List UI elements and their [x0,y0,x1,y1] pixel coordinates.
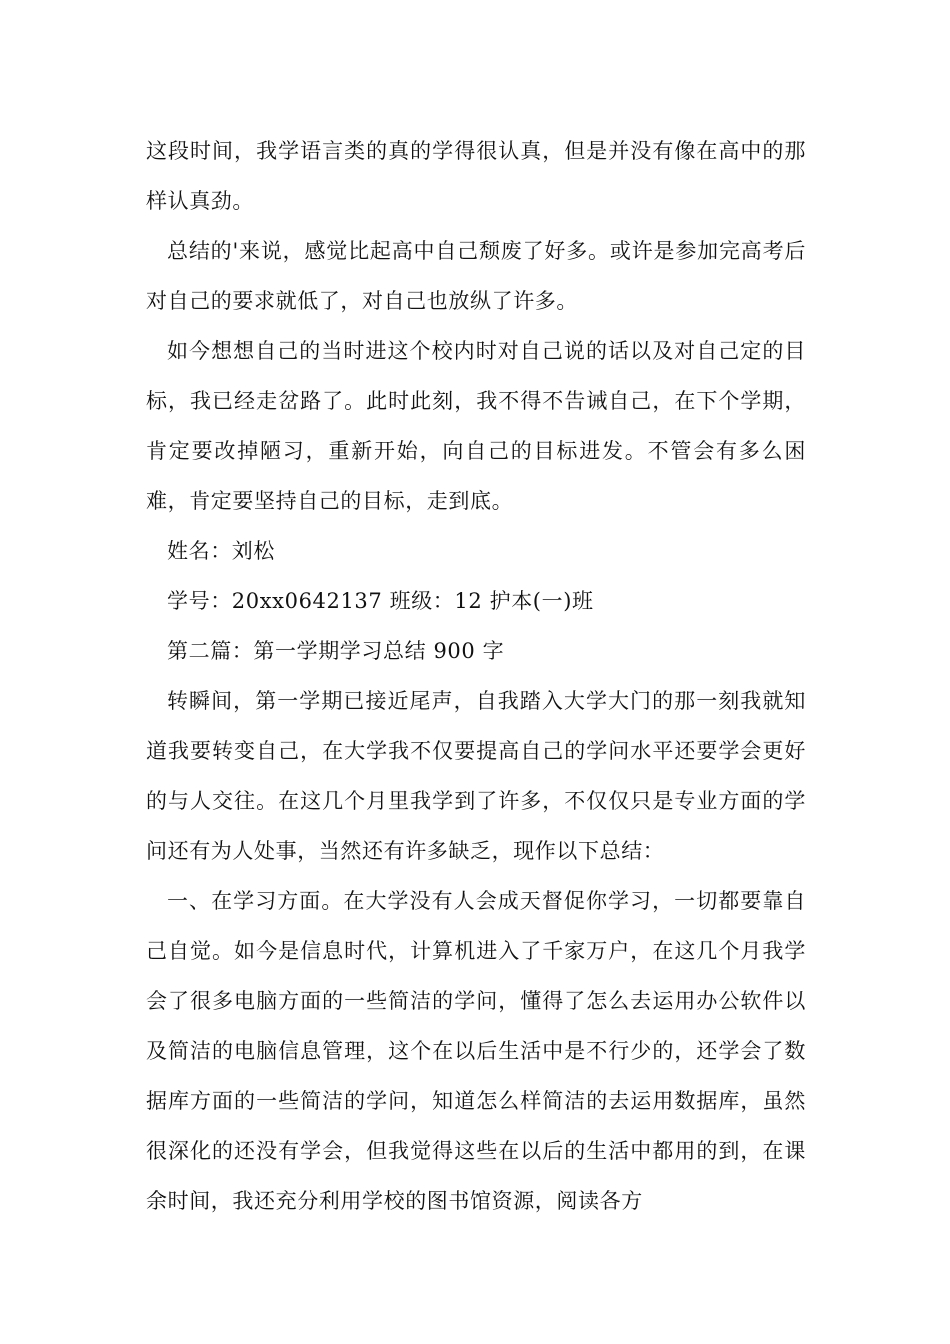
paragraph-continuation: 这段时间，我学语言类的真的学得很认真，但是并没有像在高中的那样认真劲。 [146,139,806,213]
document-page [146,126,806,1226]
paragraph-intro: 转瞬间，第一学期已接近尾声，自我踏入大学大门的那一刻我就知道我要转变自己，在大学我不仅要提高自己的学问水平还要学会更好的与人交往。在这几个月里我学到了许多，不仅仅只是专业方面的学问还有为人处事，当然还有许多缺乏，现作以下总结： [146,689,806,863]
paragraph-study: 一、在学习方面。在大学没有人会成天督促你学习，一切都要靠自己自觉。如今是信息时代，计算机进入了千家万户，在这几个月我学会了很多电脑方面的一些简洁的学问，懂得了怎么去运用办公软件以及简洁的电脑信息管理，这个在以后生活中是不行少的，还学会了数据库方面的一些简洁的学问，知道怎么样简洁的去运用数据库，虽然很深化的还没有学会，但我觉得这些在以后的生活中都用的到，在课余时间，我还充分利用学校的图书馆资源，阅读各方 [146,889,806,1213]
name-line: 姓名：刘松 [167,539,275,563]
paragraph-reflection: 如今想想自己的当时进这个校内时对自己说的话以及对自己定的目标，我已经走岔路了。此时此刻，我不得不告诫自己，在下个学期，肯定要改掉陋习，重新开始，向自己的目标进发。不管会有多么困难，肯定要坚持自己的目标，走到底。 [146,339,806,513]
paragraph-summary: 总结的'来说，感觉比起高中自己颓废了好多。或许是参加完高考后对自己的要求就低了，对自己也放纵了许多。 [146,239,806,313]
section-title: 第二篇：第一学期学习总结 900 字 [167,639,505,663]
student-id-class-line: 学号：20xx0642137 班级：12 护本(一)班 [167,589,594,613]
